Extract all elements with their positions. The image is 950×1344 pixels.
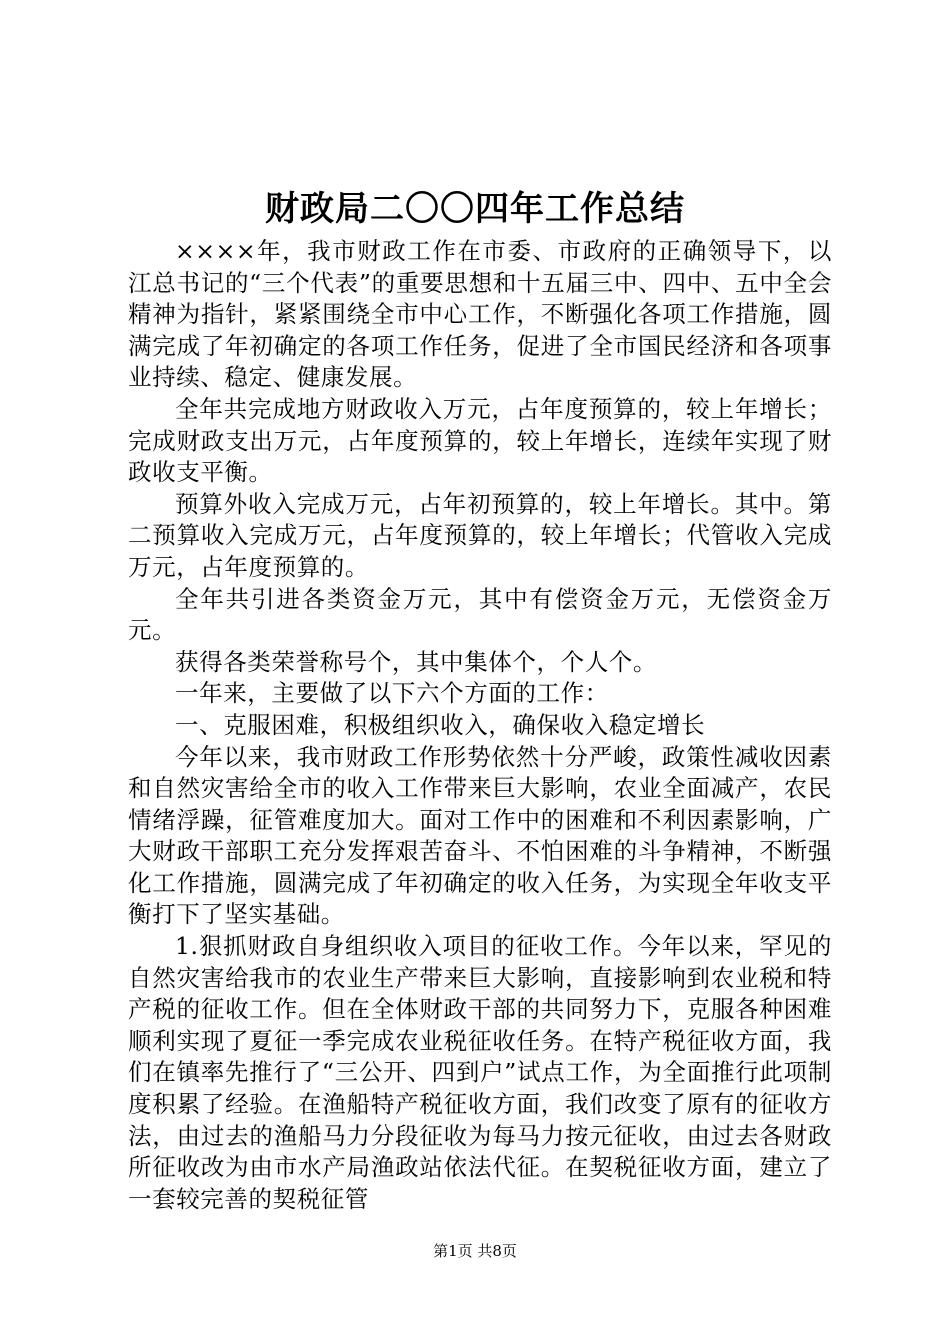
page-number: 第1页 共8页 <box>433 1242 517 1260</box>
section-heading-1: 一、克服困难，积极组织收入，确保收入稳定增长 <box>175 710 706 739</box>
document-title: 财政局二〇〇四年工作总结 <box>265 189 685 229</box>
paragraph-situation: 今年以来，我市财政工作形势依然十分严峻，政策性减收因素和自然灾害给全市的收入工作带来巨大影响，农业全面减产，农民情绪浮躁，征管难度加大。面对工作中的困难和不利因素影响，广大财政干部职工充分发挥艰苦奋斗、不怕困难的斗争精神，不断强化工作措施，圆满完成了年初确定的收入任务，为实现全年收支平衡打下了坚实基础。 <box>128 742 832 929</box>
paragraph-funds: 全年共引进各类资金万元，其中有偿资金万元，无偿资金万元。 <box>128 584 832 645</box>
paragraph-item-1: 1.狠抓财政自身组织收入项目的征收工作。今年以来，罕见的自然灾害给我市的农业生产带来巨大影响，直接影响到农业税和特产税的征收工作。但在全体财政干部的共同努力下，克服各种困难顺利实现了夏征一季完成农业税征收任务。在特产税征收方面，我们在镇率先推行了“三公开、四到户”试点工作，为全面推行此项制度积累了经验。在渔船特产税征收方面，我们改变了原有的征收方法，由过去的渔船马力分段征收为每马力按元征收，由过去各财政所征收改为由市水产局渔政站依法代征。在契税征收方面，建立了一套较完善的契税征管 <box>128 932 832 1213</box>
paragraph-extra-budget: 预算外收入完成万元，占年初预算的，较上年增长。其中。第二预算收入完成万元，占年度预算的，较上年增长；代管收入完成万元，占年度预算的。 <box>128 489 832 581</box>
paragraph-fiscal-revenue: 全年共完成地方财政收入万元，占年度预算的，较上年增长；完成财政支出万元，占年度预算的，较上年增长，连续年实现了财政收支平衡。 <box>128 394 832 487</box>
paragraph-intro: ××××年，我市财政工作在市委、市政府的正确领导下，以江总书记的“三个代表”的重要思想和十五届三中、四中、五中全会精神为指针，紧紧围绕全市中心工作，不断强化各项工作措施，圆满完成了年初确定的各项工作任务，促进了全市国民经济和各项事业持续、稳定、健康发展。 <box>128 237 832 392</box>
document-body <box>128 236 832 1215</box>
paragraph-overview: 一年来，主要做了以下六个方面的工作： <box>175 679 609 708</box>
paragraph-honors: 获得各类荣誉称号个，其中集体个，个人个。 <box>175 647 657 676</box>
